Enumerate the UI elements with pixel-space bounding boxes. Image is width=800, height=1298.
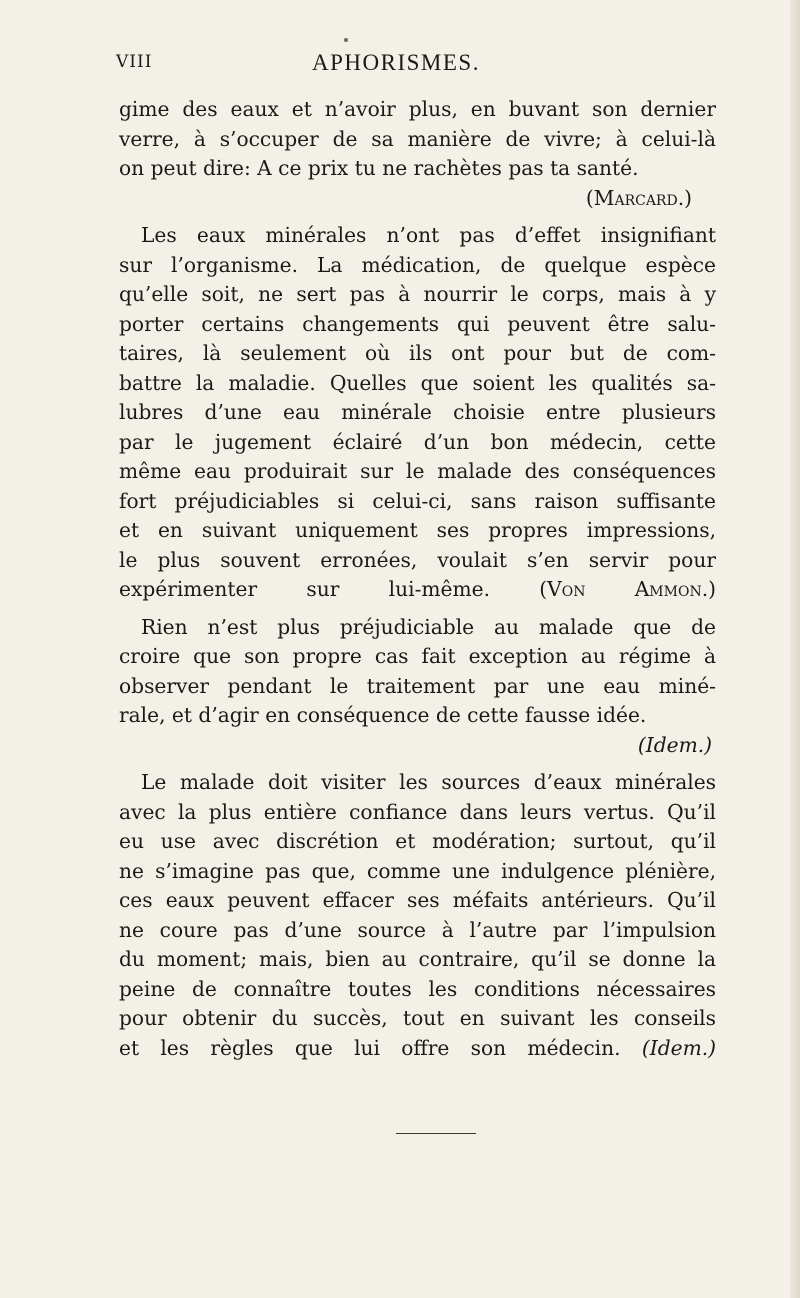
text-line: peine de connaître toutes les conditions nécessaires bbox=[119, 976, 716, 1001]
text-line-with-attribution bbox=[119, 1034, 716, 1064]
paragraph-gap bbox=[119, 605, 716, 613]
paragraph-gap bbox=[119, 213, 716, 221]
text-line-end: expérimenter sur lui-même. bbox=[119, 577, 490, 601]
aphorism-paragraph bbox=[119, 95, 716, 213]
running-head bbox=[116, 50, 716, 84]
page-title: APHORISMES. bbox=[312, 50, 480, 75]
text-line: ne s’imagine pas que, comme une indulgence plénière, bbox=[119, 858, 716, 883]
text-line: et en suivant uniquement ses propres impressions, bbox=[119, 518, 716, 542]
paragraph-gap bbox=[119, 760, 716, 768]
text-line-with-attribution bbox=[119, 575, 716, 605]
attribution: (Marcard.) bbox=[585, 185, 692, 210]
text-line: qu’elle soit, ne sert pas à nourrir le corps, mais à y bbox=[119, 282, 716, 306]
section-divider bbox=[396, 1133, 476, 1134]
aphorism-paragraph bbox=[119, 221, 716, 605]
text-line: observer pendant le traitement par une eau miné- bbox=[119, 673, 716, 698]
text-line: Rien n’est plus préjudiciable au malade que de bbox=[141, 614, 716, 639]
text-line: fort préjudiciables si celui-ci, sans raison suffisante bbox=[119, 488, 716, 513]
text-line: taires, là seulement où ils ont pour but de com- bbox=[119, 341, 716, 365]
text-line: lubres d’une eau minérale choisie entre plusieurs bbox=[119, 400, 716, 424]
text-line: on peut dire: A ce prix tu ne rachètes pas ta santé. bbox=[119, 156, 639, 180]
text-line: ne coure pas d’une source à l’autre par l’impulsion bbox=[119, 917, 716, 942]
ink-speck bbox=[344, 38, 348, 42]
text-line: ces eaux peuvent effacer ses méfaits antérieurs. Qu’il bbox=[119, 888, 716, 912]
body-text bbox=[119, 95, 716, 1063]
attribution-text: (Idem.) bbox=[637, 732, 712, 757]
text-line: avec la plus entière confiance dans leurs vertus. Qu’il bbox=[119, 799, 716, 824]
text-line: gime des eaux et n’avoir plus, en buvant son dernier bbox=[119, 97, 716, 121]
text-line: même eau produirait sur le malade des conséquences bbox=[119, 459, 716, 483]
attribution: (Idem.) bbox=[641, 1035, 716, 1060]
aphorism-paragraph bbox=[119, 768, 716, 1063]
text-line: porter certains changements qui peuvent être salu- bbox=[119, 311, 716, 336]
text-line: eu use avec discrétion et modération; surtout, qu’il bbox=[119, 829, 716, 853]
text-line: croire que son propre cas fait exception au régime à bbox=[119, 644, 716, 668]
text-line-end: et les règles que lui offre son médecin. bbox=[119, 1035, 621, 1060]
text-line: verre, à s’occuper de sa manière de vivre; à celui-là bbox=[119, 126, 716, 151]
text-line: rale, et d’agir en conséquence de cette fausse idée. bbox=[119, 703, 647, 727]
text-line: Les eaux minérales n’ont pas d’effet insignifiant bbox=[141, 223, 716, 247]
aphorism-paragraph bbox=[119, 613, 716, 761]
text-line: pour obtenir du succès, tout en suivant les conseils bbox=[119, 1006, 716, 1030]
page-number: VIII bbox=[116, 52, 153, 72]
attribution: (Von Ammon.) bbox=[539, 577, 717, 601]
text-line: par le jugement éclairé d’un bon médecin, cette bbox=[119, 429, 716, 454]
attribution bbox=[119, 731, 716, 761]
text-line: battre la maladie. Quelles que soient les qualités sa- bbox=[119, 370, 716, 395]
text-line: du moment; mais, bien au contraire, qu’il se donne la bbox=[119, 947, 716, 971]
page-edge bbox=[790, 0, 800, 1298]
text-line: Le malade doit visiter les sources d’eaux minérales bbox=[141, 770, 716, 794]
text-line: le plus souvent erronées, voulait s’en servir pour bbox=[119, 547, 716, 572]
text-line: sur l’organisme. La médication, de quelque espèce bbox=[119, 252, 716, 277]
